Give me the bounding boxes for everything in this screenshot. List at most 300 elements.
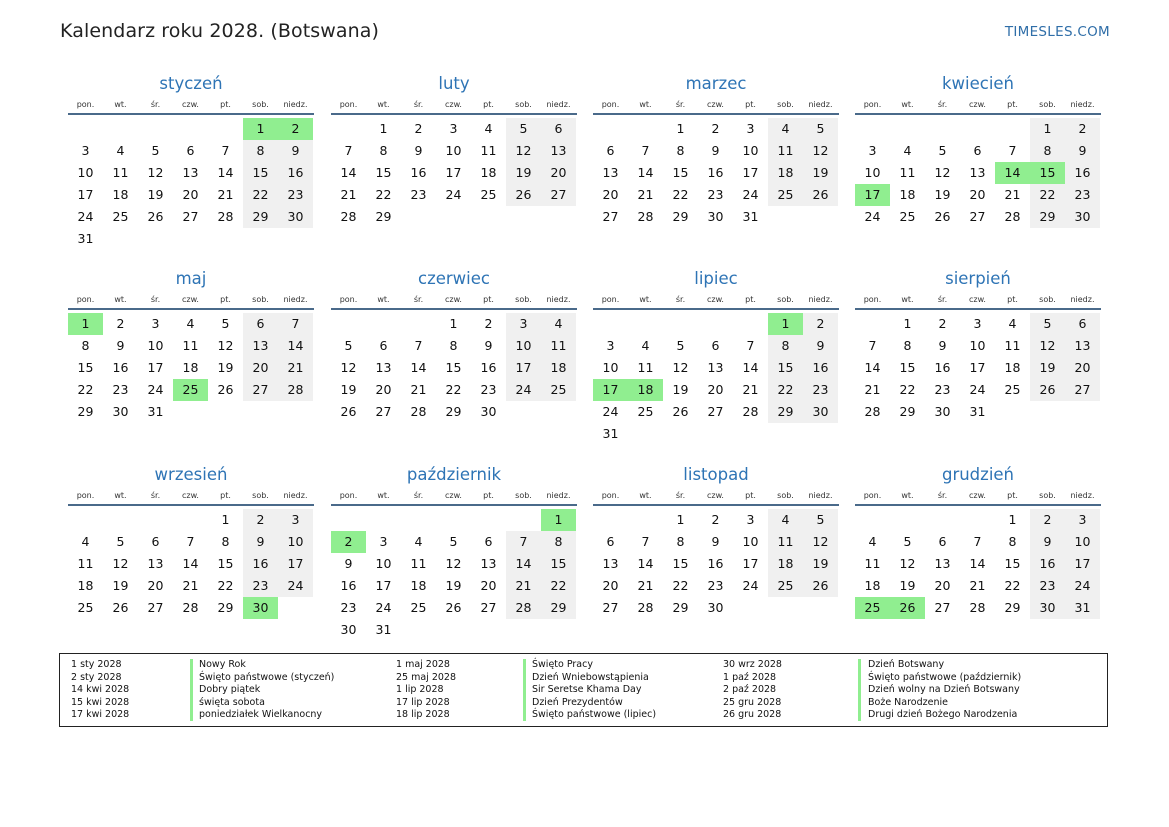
day-cell: 24 — [864, 209, 881, 224]
day-cell: 19 — [934, 187, 951, 202]
legend-holiday-name: Boże Narodzenie — [868, 696, 948, 708]
day-cell: 21 — [506, 575, 541, 597]
month-block — [855, 464, 1101, 619]
day-cell: 19 — [899, 578, 916, 593]
holiday-day-cell: 25 — [173, 379, 208, 401]
day-cell: 21 — [278, 357, 313, 379]
empty-cell — [925, 118, 960, 140]
day-cell: 8 — [541, 531, 576, 553]
day-cell: 12 — [147, 165, 164, 180]
empty-cell — [208, 118, 243, 140]
day-cell: 21 — [1004, 187, 1021, 202]
day-cell: 30 — [340, 622, 357, 637]
empty-cell — [173, 509, 208, 531]
day-cell: 1 — [676, 121, 685, 136]
day-cell: 23 — [480, 382, 497, 397]
empty-cell — [173, 401, 208, 423]
day-cell: 16 — [112, 360, 129, 375]
weekday-label: czw. — [182, 491, 199, 500]
day-cell: 20 — [934, 578, 951, 593]
day-cell: 23 — [243, 575, 278, 597]
day-cell: 4 — [768, 118, 803, 140]
day-cell: 1 — [1030, 118, 1065, 140]
weekday-label: pt. — [483, 100, 494, 109]
day-cell: 31 — [969, 404, 986, 419]
day-cell: 30 — [112, 404, 129, 419]
weekday-label: sob. — [515, 295, 532, 304]
legend-holiday-name: święta sobota — [199, 696, 265, 708]
day-cell: 15 — [1004, 556, 1021, 571]
weekday-label: czw. — [445, 491, 462, 500]
month-block — [593, 73, 839, 228]
day-cell: 4 — [868, 534, 877, 549]
weekday-label: śr. — [413, 100, 424, 109]
day-cell: 14 — [340, 165, 357, 180]
legend-holiday-name: Dzień Botswany — [868, 659, 945, 670]
weekday-label: pt. — [745, 100, 756, 109]
day-cell: 22 — [217, 578, 234, 593]
week-row — [331, 553, 577, 575]
empty-cell — [925, 509, 960, 531]
day-cell: 30 — [803, 401, 838, 423]
week-row — [331, 597, 577, 619]
day-cell: 6 — [151, 534, 160, 549]
legend-holiday-name: Święto państwowe (październik) — [868, 671, 1022, 683]
legend-date: 1 paź 2028 — [723, 671, 777, 683]
weekday-label: sob. — [1039, 491, 1056, 500]
day-cell: 3 — [379, 534, 388, 549]
day-cell: 31 — [742, 209, 759, 224]
weekday-label: śr. — [150, 491, 161, 500]
day-cell: 15 — [672, 165, 689, 180]
day-cell: 11 — [1004, 338, 1021, 353]
week-row — [331, 619, 577, 641]
weekday-label: sob. — [515, 100, 532, 109]
empty-cell — [436, 619, 471, 641]
day-cell: 7 — [278, 313, 313, 335]
weekday-label: niedz. — [283, 491, 308, 500]
day-cell: 27 — [375, 404, 392, 419]
day-cell: 15 — [217, 556, 234, 571]
day-cell: 29 — [672, 209, 689, 224]
weekday-label: czw. — [707, 100, 724, 109]
day-cell: 12 — [1030, 335, 1065, 357]
weekday-label: śr. — [937, 100, 948, 109]
day-cell: 8 — [243, 140, 278, 162]
day-cell: 25 — [77, 600, 94, 615]
day-cell: 23 — [803, 379, 838, 401]
day-cell: 3 — [151, 316, 160, 331]
week-row — [331, 313, 577, 335]
day-cell: 21 — [864, 382, 881, 397]
weekday-label: wt. — [901, 295, 914, 304]
weekday-header — [68, 293, 314, 307]
day-cell: 24 — [602, 404, 619, 419]
day-cell: 2 — [484, 316, 493, 331]
day-cell: 20 — [243, 357, 278, 379]
weekday-header — [855, 489, 1101, 503]
week-row — [593, 162, 839, 184]
day-cell: 18 — [899, 187, 916, 202]
week-row — [331, 206, 577, 228]
day-cell: 18 — [410, 578, 427, 593]
day-cell: 7 — [344, 143, 353, 158]
month-block — [593, 268, 839, 445]
day-cell: 13 — [969, 165, 986, 180]
week-row — [68, 379, 314, 401]
day-cell: 27 — [480, 600, 497, 615]
day-cell: 30 — [480, 404, 497, 419]
day-cell: 31 — [1065, 597, 1100, 619]
day-cell: 13 — [541, 140, 576, 162]
day-cell: 7 — [973, 534, 982, 549]
weekday-label: pon. — [339, 295, 358, 304]
day-cell: 19 — [672, 382, 689, 397]
empty-cell — [995, 118, 1030, 140]
month-name: marzec — [685, 74, 747, 93]
day-cell: 24 — [375, 600, 392, 615]
legend-date: 14 kwi 2028 — [71, 684, 130, 695]
month-name: maj — [175, 269, 207, 288]
empty-cell — [541, 619, 576, 641]
day-cell: 22 — [77, 382, 94, 397]
day-cell: 23 — [707, 578, 724, 593]
day-cell: 4 — [541, 313, 576, 335]
empty-cell — [366, 313, 401, 335]
empty-cell — [138, 509, 173, 531]
day-cell: 10 — [375, 556, 392, 571]
day-cell: 17 — [742, 556, 759, 571]
empty-cell — [401, 619, 436, 641]
week-row — [68, 509, 314, 531]
legend-holiday-name: Dzień wolny na Dzień Botswany — [868, 684, 1020, 695]
weekday-label: niedz. — [808, 100, 833, 109]
day-cell: 5 — [676, 338, 685, 353]
legend-date: 25 gru 2028 — [723, 696, 782, 708]
day-cell: 27 — [147, 600, 164, 615]
day-cell: 28 — [506, 597, 541, 619]
day-cell: 5 — [116, 534, 125, 549]
day-cell: 11 — [768, 140, 803, 162]
empty-cell — [68, 509, 103, 531]
month-block — [331, 73, 577, 228]
day-cell: 15 — [899, 360, 916, 375]
day-cell: 30 — [707, 600, 724, 615]
legend-date: 18 lip 2028 — [396, 709, 450, 720]
day-cell: 22 — [899, 382, 916, 397]
day-cell: 9 — [484, 338, 493, 353]
day-cell: 8 — [1030, 140, 1065, 162]
weekday-label: pon. — [601, 295, 620, 304]
weekday-header — [68, 489, 314, 503]
day-cell: 27 — [182, 209, 199, 224]
day-cell: 26 — [803, 184, 838, 206]
weekday-label: pt. — [220, 295, 231, 304]
month-name: czerwiec — [418, 269, 490, 288]
empty-cell — [278, 228, 313, 250]
day-cell: 2 — [711, 121, 720, 136]
empty-cell — [663, 423, 698, 445]
day-cell: 12 — [672, 360, 689, 375]
week-row — [855, 118, 1101, 140]
header-rule — [331, 113, 577, 115]
holiday-day-cell: 1 — [243, 118, 278, 140]
empty-cell — [593, 118, 628, 140]
week-row — [331, 357, 577, 379]
day-cell: 26 — [803, 575, 838, 597]
legend-date: 30 wrz 2028 — [723, 659, 782, 670]
empty-cell — [768, 423, 803, 445]
day-cell: 18 — [112, 187, 129, 202]
week-row — [855, 575, 1101, 597]
month-block — [331, 268, 577, 423]
header-rule — [68, 308, 314, 310]
empty-cell — [243, 401, 278, 423]
weekday-label: czw. — [182, 100, 199, 109]
week-row — [855, 184, 1101, 206]
day-cell: 13 — [602, 165, 619, 180]
empty-cell — [1065, 401, 1100, 423]
week-row — [855, 357, 1101, 379]
weekday-label: pon. — [76, 491, 95, 500]
day-cell: 24 — [742, 187, 759, 202]
legend-date-column — [71, 659, 129, 722]
day-cell: 27 — [934, 600, 951, 615]
day-cell: 24 — [77, 209, 94, 224]
day-cell: 17 — [742, 165, 759, 180]
month-name: luty — [438, 74, 470, 93]
empty-cell — [173, 118, 208, 140]
day-cell: 1 — [676, 512, 685, 527]
day-cell: 9 — [116, 338, 125, 353]
legend-date: 26 gru 2028 — [723, 709, 782, 720]
legend-date: 1 lip 2028 — [396, 684, 444, 695]
day-cell: 14 — [637, 165, 654, 180]
weekday-header — [68, 98, 314, 112]
day-cell: 20 — [375, 382, 392, 397]
day-cell: 5 — [151, 143, 160, 158]
day-cell: 27 — [243, 379, 278, 401]
day-cell: 4 — [1008, 316, 1017, 331]
week-row — [331, 162, 577, 184]
day-cell: 26 — [672, 404, 689, 419]
week-row — [593, 553, 839, 575]
day-cell: 3 — [973, 316, 982, 331]
weekday-label: czw. — [969, 100, 986, 109]
empty-cell — [68, 118, 103, 140]
empty-cell — [103, 118, 138, 140]
day-cell: 17 — [278, 553, 313, 575]
day-cell: 2 — [243, 509, 278, 531]
day-cell: 22 — [672, 578, 689, 593]
week-row — [68, 335, 314, 357]
legend-name-column — [532, 659, 656, 722]
day-cell: 24 — [147, 382, 164, 397]
day-cell: 23 — [934, 382, 951, 397]
day-cell: 7 — [641, 534, 650, 549]
day-cell: 11 — [768, 531, 803, 553]
holiday-day-cell: 30 — [243, 597, 278, 619]
weekday-label: niedz. — [808, 491, 833, 500]
holiday-day-cell: 1 — [68, 313, 103, 335]
day-cell: 1 — [449, 316, 458, 331]
week-row — [68, 575, 314, 597]
week-row — [855, 509, 1101, 531]
legend-date: 17 kwi 2028 — [71, 709, 130, 720]
day-cell: 11 — [541, 335, 576, 357]
day-cell: 5 — [903, 534, 912, 549]
day-cell: 1 — [379, 121, 388, 136]
day-cell: 28 — [969, 600, 986, 615]
day-cell: 27 — [602, 209, 619, 224]
day-cell: 9 — [1065, 140, 1100, 162]
week-row — [593, 206, 839, 228]
day-cell: 26 — [112, 600, 129, 615]
legend-holiday-name: Święto Pracy — [532, 659, 593, 670]
day-cell: 1 — [1008, 512, 1017, 527]
day-cell: 2 — [711, 512, 720, 527]
day-cell: 4 — [116, 143, 125, 158]
day-cell: 8 — [903, 338, 912, 353]
day-cell: 4 — [768, 509, 803, 531]
empty-cell — [960, 509, 995, 531]
holiday-day-cell: 2 — [278, 118, 313, 140]
weekday-label: śr. — [675, 295, 686, 304]
day-cell: 3 — [1065, 509, 1100, 531]
day-cell: 15 — [445, 360, 462, 375]
weekday-label: sob. — [252, 491, 269, 500]
day-cell: 9 — [344, 556, 353, 571]
day-cell: 13 — [1065, 335, 1100, 357]
empty-cell — [593, 313, 628, 335]
day-cell: 10 — [147, 338, 164, 353]
weekday-label: sob. — [777, 295, 794, 304]
holiday-day-cell: 2 — [331, 531, 366, 553]
day-cell: 21 — [637, 578, 654, 593]
weekday-label: sob. — [777, 100, 794, 109]
legend-name-column — [199, 659, 334, 722]
weekday-label: wt. — [377, 100, 390, 109]
empty-cell — [366, 509, 401, 531]
empty-cell — [103, 509, 138, 531]
day-cell: 9 — [243, 531, 278, 553]
day-cell: 11 — [410, 556, 427, 571]
week-row — [68, 140, 314, 162]
week-row — [593, 335, 839, 357]
day-cell: 8 — [449, 338, 458, 353]
day-cell: 4 — [641, 338, 650, 353]
day-cell: 4 — [903, 143, 912, 158]
weekday-label: niedz. — [546, 100, 571, 109]
day-cell: 16 — [410, 165, 427, 180]
empty-cell — [173, 228, 208, 250]
empty-cell — [506, 401, 541, 423]
day-cell: 21 — [182, 578, 199, 593]
day-cell: 28 — [340, 209, 357, 224]
day-cell: 24 — [742, 578, 759, 593]
day-cell: 28 — [742, 404, 759, 419]
day-cell: 7 — [221, 143, 230, 158]
weekday-label: czw. — [445, 100, 462, 109]
day-cell: 29 — [77, 404, 94, 419]
day-cell: 6 — [606, 143, 615, 158]
legend-holiday-name: Święto państwowe (styczeń) — [199, 671, 335, 683]
legend-date: 15 kwi 2028 — [71, 696, 130, 708]
empty-cell — [436, 509, 471, 531]
day-cell: 8 — [221, 534, 230, 549]
week-row — [331, 575, 577, 597]
month-name: październik — [406, 465, 502, 484]
weekday-label: śr. — [937, 491, 948, 500]
day-cell: 29 — [541, 597, 576, 619]
empty-cell — [890, 118, 925, 140]
day-cell: 18 — [864, 578, 881, 593]
week-row — [593, 184, 839, 206]
day-cell: 22 — [672, 187, 689, 202]
day-cell: 22 — [445, 382, 462, 397]
day-cell: 3 — [81, 143, 90, 158]
holiday-day-cell: 18 — [628, 379, 663, 401]
week-row — [855, 313, 1101, 335]
day-cell: 3 — [868, 143, 877, 158]
day-cell: 6 — [973, 143, 982, 158]
day-cell: 16 — [707, 165, 724, 180]
site-link[interactable]: TIMESLES.COM — [1004, 24, 1110, 40]
week-row — [68, 162, 314, 184]
empty-cell — [733, 313, 768, 335]
week-row — [593, 357, 839, 379]
day-cell: 7 — [186, 534, 195, 549]
empty-cell — [855, 313, 890, 335]
day-cell: 25 — [768, 184, 803, 206]
day-cell: 14 — [182, 556, 199, 571]
weekday-label: wt. — [639, 295, 652, 304]
weekday-label: czw. — [969, 295, 986, 304]
holiday-legend — [59, 653, 1108, 727]
day-cell: 6 — [484, 534, 493, 549]
day-cell: 6 — [711, 338, 720, 353]
day-cell: 18 — [541, 357, 576, 379]
header-rule — [331, 504, 577, 506]
month-name: styczeń — [159, 74, 223, 93]
weekday-label: wt. — [901, 100, 914, 109]
day-cell: 30 — [707, 209, 724, 224]
weekday-label: pon. — [601, 100, 620, 109]
day-cell: 22 — [541, 575, 576, 597]
day-cell: 6 — [606, 534, 615, 549]
day-cell: 4 — [186, 316, 195, 331]
weekday-label: śr. — [675, 100, 686, 109]
weekday-label: sob. — [252, 295, 269, 304]
weekday-label: pon. — [601, 491, 620, 500]
day-cell: 9 — [711, 143, 720, 158]
day-cell: 12 — [899, 556, 916, 571]
day-cell: 14 — [410, 360, 427, 375]
day-cell: 12 — [803, 140, 838, 162]
header-rule — [855, 113, 1101, 115]
empty-cell — [628, 313, 663, 335]
empty-cell — [698, 423, 733, 445]
weekday-label: sob. — [1039, 100, 1056, 109]
week-row — [855, 553, 1101, 575]
day-cell: 29 — [1004, 600, 1021, 615]
week-row — [68, 553, 314, 575]
day-cell: 28 — [637, 209, 654, 224]
week-row — [593, 597, 839, 619]
day-cell: 14 — [742, 360, 759, 375]
day-cell: 17 — [1065, 553, 1100, 575]
empty-cell — [331, 118, 366, 140]
